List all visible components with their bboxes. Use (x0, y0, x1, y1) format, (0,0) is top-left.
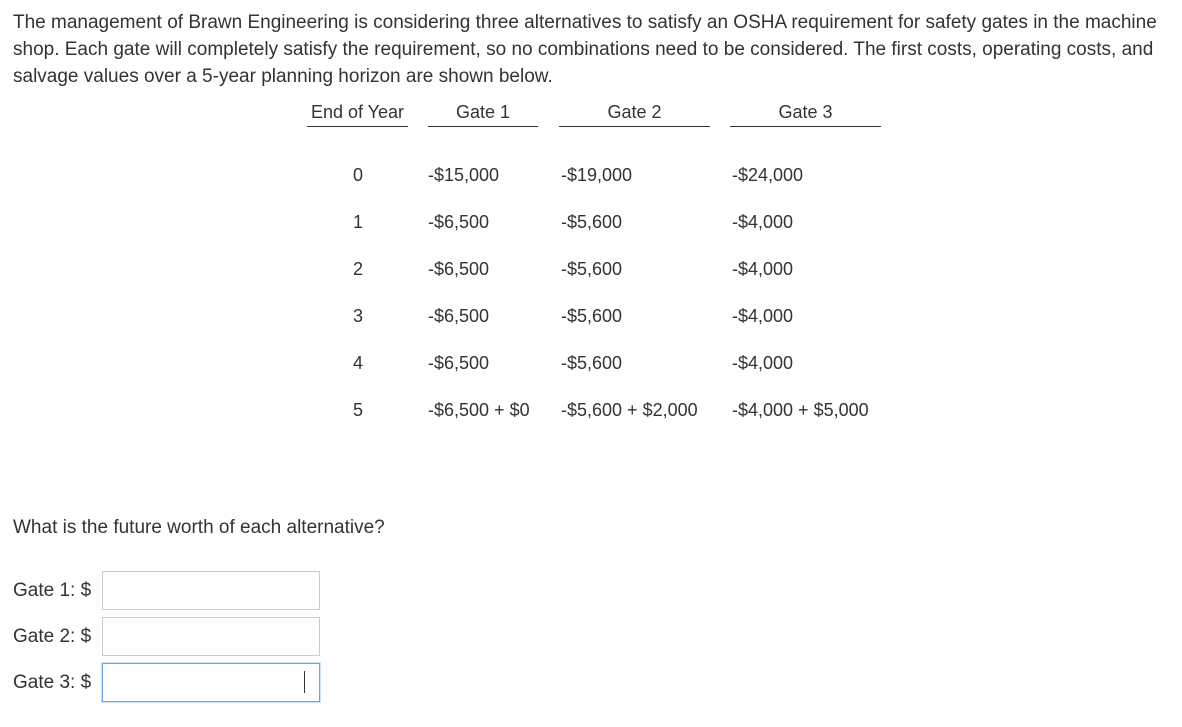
table-cell-gate-3: -$4,000 + $5,000 (732, 400, 869, 420)
table-cell-year: 3 (352, 306, 363, 326)
answer-label-gate-2: Gate 2: $ (13, 626, 92, 647)
table-cell-year: 2 (352, 259, 363, 279)
header-end-of-year: End of Year (307, 100, 408, 127)
answer-row-gate-3 (13, 663, 333, 703)
question-text: What is the future worth of each alternative? (13, 517, 385, 538)
table-cell-year: 5 (352, 400, 363, 420)
table-cell-gate-3: -$4,000 (732, 259, 794, 279)
table-cell-gate-3: -$4,000 (732, 306, 794, 326)
table-cell-gate-3: -$4,000 (732, 353, 794, 373)
gate-3-answer-input[interactable] (102, 663, 320, 702)
table-cell-gate-2: -$5,600 (561, 306, 623, 326)
answer-label-gate-1: Gate 1: $ (13, 580, 92, 601)
table-cell-gate-2: -$19,000 (561, 165, 633, 185)
table-cell-gate-2: -$5,600 (561, 259, 623, 279)
table-cell-gate-1: -$6,500 (428, 306, 490, 326)
table-cell-gate-1: -$15,000 (428, 165, 500, 185)
table-cell-gate-1: -$6,500 (428, 212, 490, 232)
table-cell-year: 4 (352, 353, 363, 373)
answer-row-gate-1 (13, 571, 333, 611)
table-cell-gate-2: -$5,600 (561, 353, 623, 373)
table-cell-year: 1 (352, 212, 363, 232)
answer-label-gate-3: Gate 3: $ (13, 672, 92, 693)
header-gate-3: Gate 3 (730, 100, 881, 127)
table-cell-year: 0 (352, 165, 363, 185)
gate-2-answer-input[interactable] (102, 617, 320, 656)
gate-1-answer-input[interactable] (102, 571, 320, 610)
table-cell-gate-1: -$6,500 (428, 353, 490, 373)
table-cell-gate-1: -$6,500 + $0 (428, 400, 530, 420)
table-cell-gate-2: -$5,600 + $2,000 (561, 400, 698, 420)
header-gate-2: Gate 2 (559, 100, 710, 127)
table-cell-gate-3: -$24,000 (732, 165, 804, 185)
table-cell-gate-1: -$6,500 (428, 259, 490, 279)
text-cursor (304, 671, 305, 693)
table-cell-gate-3: -$4,000 (732, 212, 794, 232)
answer-row-gate-2 (13, 617, 333, 657)
table-cell-gate-2: -$5,600 (561, 212, 623, 232)
problem-statement: The management of Brawn Engineering is considering three alternatives to satisfy an OSHA requirement for safety gates in the machine shop. Each gate will completely satisfy the requirement, so no combinations need to be considered. The first costs, operating costs, and salvage values over a 5-year planning horizon are shown below. (13, 12, 1157, 87)
header-gate-1: Gate 1 (428, 100, 538, 127)
